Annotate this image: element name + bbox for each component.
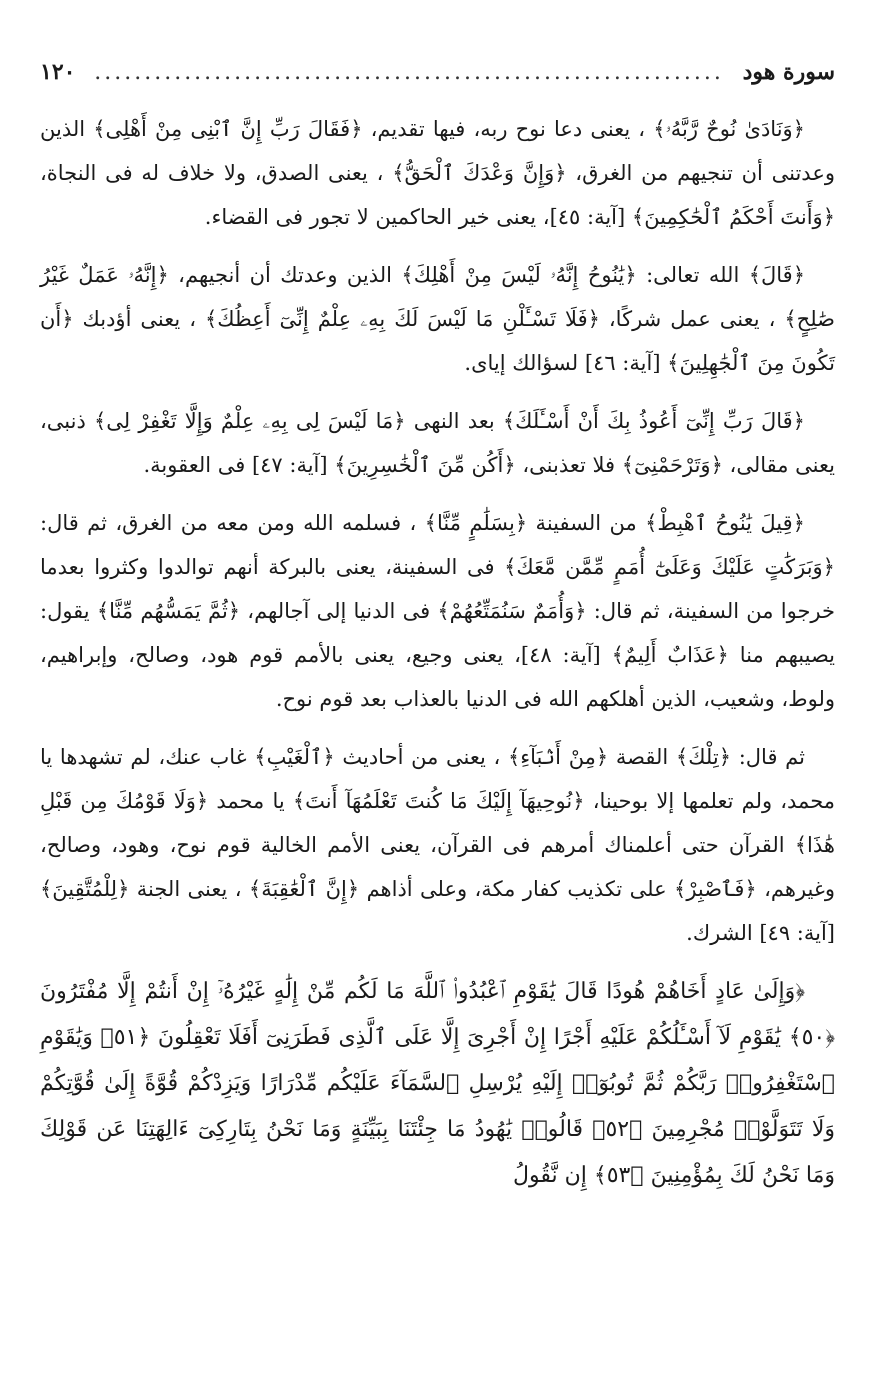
running-header bbox=[40, 52, 835, 93]
document-page bbox=[40, 52, 835, 1199]
commentary-paragraph: ﴿قَالَ﴾ الله تعالى: ﴿يَٰنُوحُ إِنَّهُۥ لَيْسَ مِنْ أَهْلِكَ﴾ الذين وعدتك أن أنجيهم، ﴿إِنَّهُۥ عَمَلٌ غَيْرُ صَٰلِحٍ﴾ ، يعنى عمل شركًا، ﴿فَلَا تَسْـَٔلْنِ مَا لَيْسَ لَكَ بِهِۦ عِلْمٌ إِنِّىٓ أَعِظُكَ﴾ ، يعنى أؤدبك ﴿أَن تَكُونَ مِنَ ٱلْجَٰهِلِينَ﴾ [آية: ٤٦] لسؤالك إياى. bbox=[40, 263, 835, 375]
commentary-paragraph: ﴿وَنَادَىٰ نُوحٌ رَّبَّهُۥ﴾ ، يعنى دعا نوح ربه، فيها تقديم، ﴿فَقَالَ رَبِّ إِنَّ ٱبْنِى مِنْ أَهْلِى﴾ الذين وعدتنى أن تنجيهم من الغرق، ﴿وَإِنَّ وَعْدَكَ ٱلْحَقُّ﴾ ، يعنى الصدق، ولا خلاف له فى النجاة، ﴿وَأَنتَ أَحْكَمُ ٱلْحَٰكِمِينَ﴾ [آية: ٤٥]، يعنى خير الحاكمين لا تجور فى القضاء. bbox=[40, 117, 835, 229]
commentary-paragraph: ﴿قِيلَ يَٰنُوحُ ٱهْبِطْ﴾ من السفينة ﴿بِسَلَٰمٍ مِّنَّا﴾ ، فسلمه الله ومن معه من الغرق، ثم قال: ﴿وَبَرَكَٰتٍ عَلَيْكَ وَعَلَىٰٓ أُمَمٍ مِّمَّن مَّعَكَ﴾ فى السفينة، يعنى بالبركة أنهم توالدوا وكثروا بعدما خرجوا من السفينة، ثم قال: ﴿وَأُمَمٌ سَنُمَتِّعُهُمْ﴾ فى الدنيا إلى آجالهم، ﴿ثُمَّ يَمَسُّهُم مِّنَّا﴾ يقول: يصيبهم منا ﴿عَذَابٌ أَلِيمٌ﴾ [آية: ٤٨]، يعنى وجيع، يعنى بالأمم قوم هود، وصالح، وإبراهيم، ولوط، وشعيب، الذين أهلكهم الله فى الدنيا بالعذاب بعد قوم نوح. bbox=[40, 511, 835, 711]
header-leader-dots: ............................................................... bbox=[94, 59, 724, 85]
commentary-paragraph: ﴿قَالَ رَبِّ إِنِّىٓ أَعُوذُ بِكَ أَنْ أَسْـَٔلَكَ﴾ بعد النهى ﴿مَا لَيْسَ لِى بِهِۦ عِلْمٌ وَإِلَّا تَغْفِرْ لِى﴾ ذنبى، يعنى مقالى، ﴿وَتَرْحَمْنِىٓ﴾ فلا تعذبنى، ﴿أَكُن مِّنَ ٱلْخَٰسِرِينَ﴾ [آية: ٤٧] فى العقوبة. bbox=[40, 409, 835, 477]
surah-title: سورة هود bbox=[742, 59, 835, 85]
page-number: ١٢٠ bbox=[40, 59, 76, 85]
commentary-paragraph: ثم قال: ﴿تِلْكَ﴾ القصة ﴿مِنْ أَنۢبَآءِ﴾ ، يعنى من أحاديث ﴿ٱلْغَيْبِ﴾ غاب عنك، لم تشهدها يا محمد، ولم تعلمها إلا بوحينا، ﴿نُوحِيهَآ إِلَيْكَ مَا كُنتَ تَعْلَمُهَآ أَنتَ﴾ يا محمد ﴿وَلَا قَوْمُكَ مِن قَبْلِ هَٰذَا﴾ القرآن حتى أعلمناك أمرهم فى القرآن، يعنى الأمم الخالية قوم نوح، وهود، وصالح، وغيرهم، ﴿فَٱصْبِرْ﴾ على تكذيب كفار مكة، وعلى أذاهم ﴿إِنَّ ٱلْعَٰقِبَةَ﴾ ، يعنى الجنة ﴿لِلْمُتَّقِينَ﴾ [آية: ٤٩] الشرك. bbox=[40, 745, 835, 945]
quran-verse-block: ﴿وَإِلَىٰ عَادٍ أَخَاهُمْ هُودًا قَالَ يَٰقَوْمِ ٱعْبُدُوا۟ ٱللَّهَ مَا لَكُم مِّنْ إِلَٰهٍ غَيْرُهُۥٓ إِنْ أَنتُمْ إِلَّا مُفْتَرُونَ ﴿٥٠﴾ يَٰقَوْمِ لَآ أَسْـَٔلُكُمْ عَلَيْهِ أَجْرًا إِنْ أَجْرِىَ إِلَّا عَلَى ٱلَّذِى فَطَرَنِىٓ أَفَلَا تَعْقِلُونَ ﴿٥١﴾ وَيَٰقَوْمِ ٱسْتَغْفِرُوا۟ رَبَّكُمْ ثُمَّ تُوبُوٓا۟ إِلَيْهِ يُرْسِلِ ٱلسَّمَآءَ عَلَيْكُم مِّدْرَارًا وَيَزِدْكُمْ قُوَّةً إِلَىٰ قُوَّتِكُمْ وَلَا تَتَوَلَّوْا۟ مُجْرِمِينَ ﴿٥٢﴾ قَالُوا۟ يَٰهُودُ مَا جِئْتَنَا بِبَيِّنَةٍ وَمَا نَحْنُ بِتَارِكِىٓ ءَالِهَتِنَا عَن قَوْلِكَ وَمَا نَحْنُ لَكَ بِمُؤْمِنِينَ ﴿٥٣﴾ إِن نَّقُولُ bbox=[40, 979, 835, 1188]
